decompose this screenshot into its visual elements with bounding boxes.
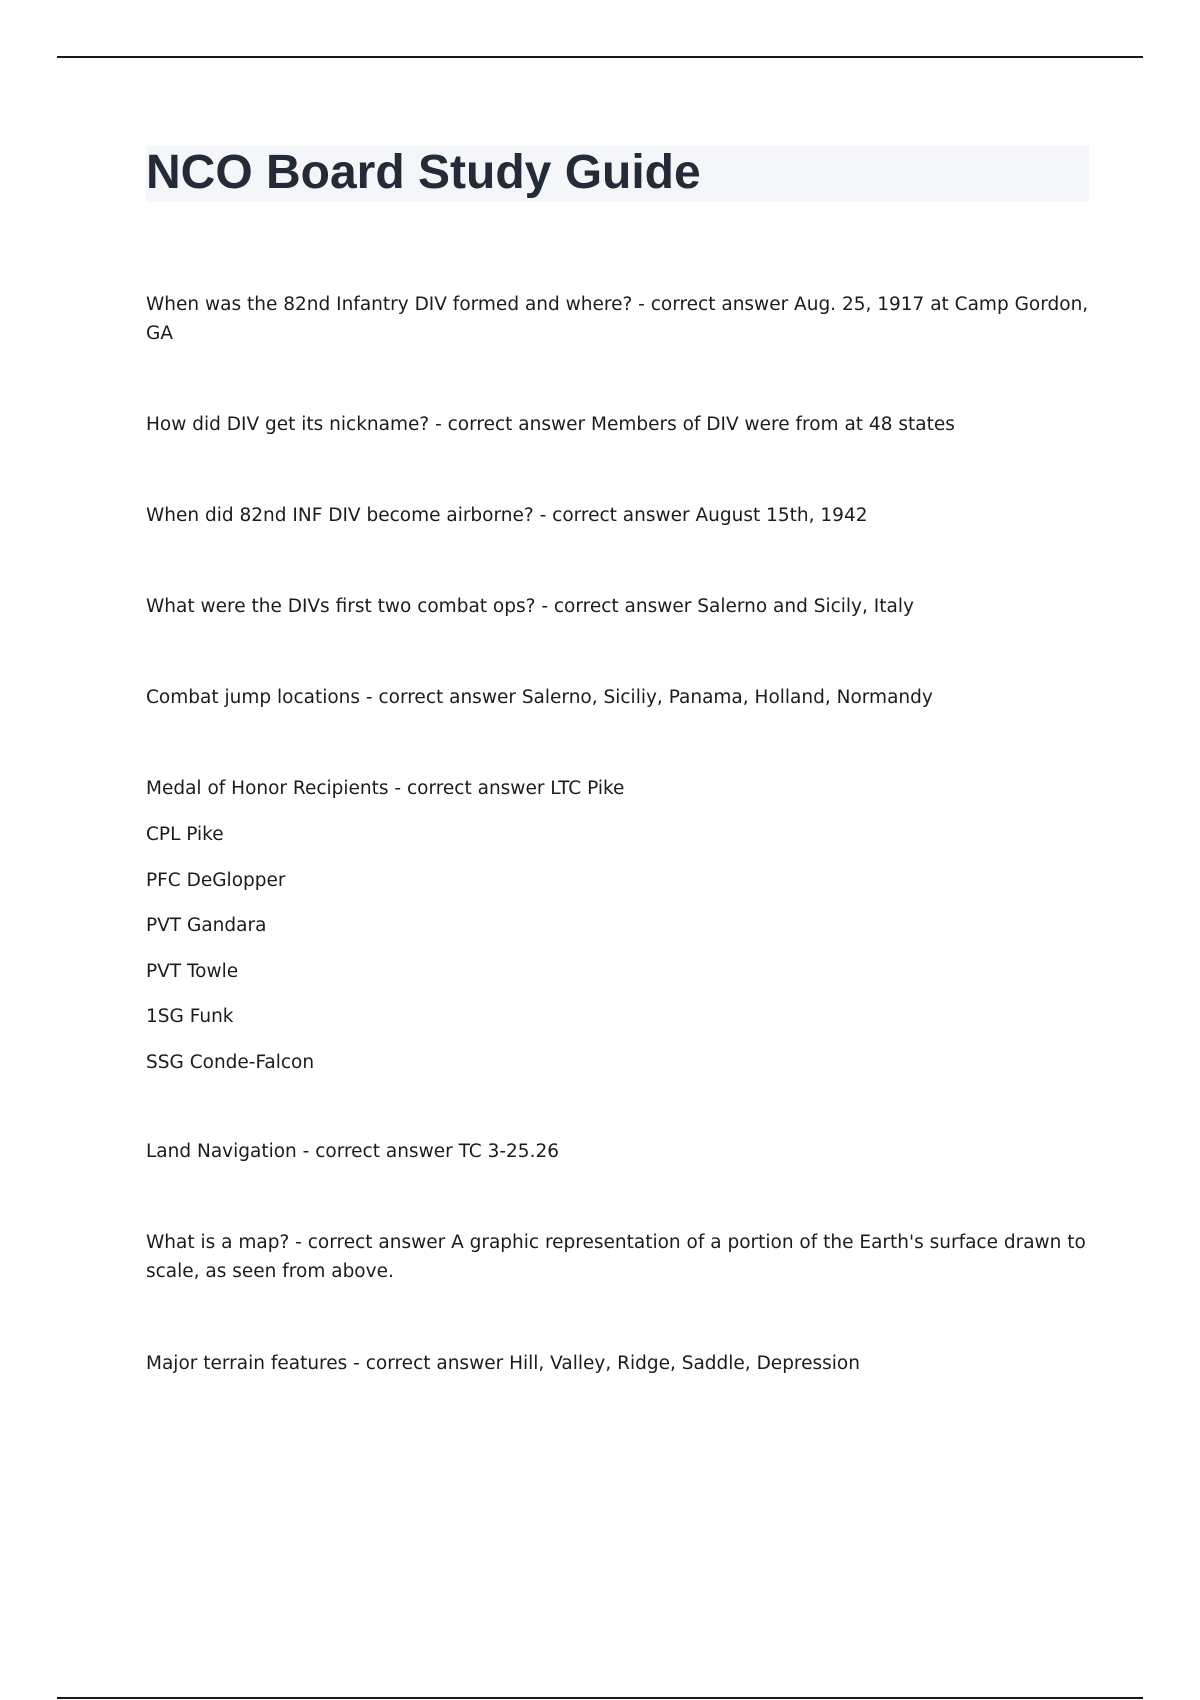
qa-land-navigation: Land Navigation - correct answer TC 3-25.26 [146, 1141, 559, 1162]
qa-nickname: How did DIV get its nickname? - correct answer Members of DIV were from at 48 states [146, 414, 955, 435]
document-title: NCO Board Study Guide [146, 146, 701, 199]
top-rule [57, 56, 1143, 58]
qa-airborne: When did 82nd INF DIV become airborne? - correct answer August 15th, 1942 [146, 505, 868, 526]
list-item: PVT Towle [146, 960, 239, 982]
qa-82nd-formed: When was the 82nd Infantry DIV formed and where? - correct answer Aug. 25, 1917 at Camp Gordon, GA [146, 294, 1089, 344]
qa-terrain-features: Major terrain features - correct answer Hill, Valley, Ridge, Saddle, Depression [146, 1353, 860, 1374]
bottom-rule [57, 1697, 1143, 1699]
qa-what-is-map: What is a map? - correct answer A graphic representation of a portion of the Earth's surface drawn to scale, as seen from above. [146, 1232, 1086, 1282]
qa-medal-of-honor: Medal of Honor Recipients - correct answer LTC Pike [146, 778, 625, 799]
medal-of-honor-list [146, 820, 314, 1093]
list-item: SSG Conde-Falcon [146, 1051, 315, 1073]
list-item: PVT Gandara [146, 915, 267, 936]
list-item: 1SG Funk [146, 1006, 234, 1027]
list-item: PFC DeGlopper [146, 869, 286, 891]
qa-combat-jumps: Combat jump locations - correct answer Salerno, Siciliy, Panama, Holland, Normandy [146, 687, 933, 708]
list-item: CPL Pike [146, 824, 224, 845]
qa-first-combat-ops: What were the DIVs first two combat ops? - correct answer Salerno and Sicily, Italy [146, 596, 914, 617]
